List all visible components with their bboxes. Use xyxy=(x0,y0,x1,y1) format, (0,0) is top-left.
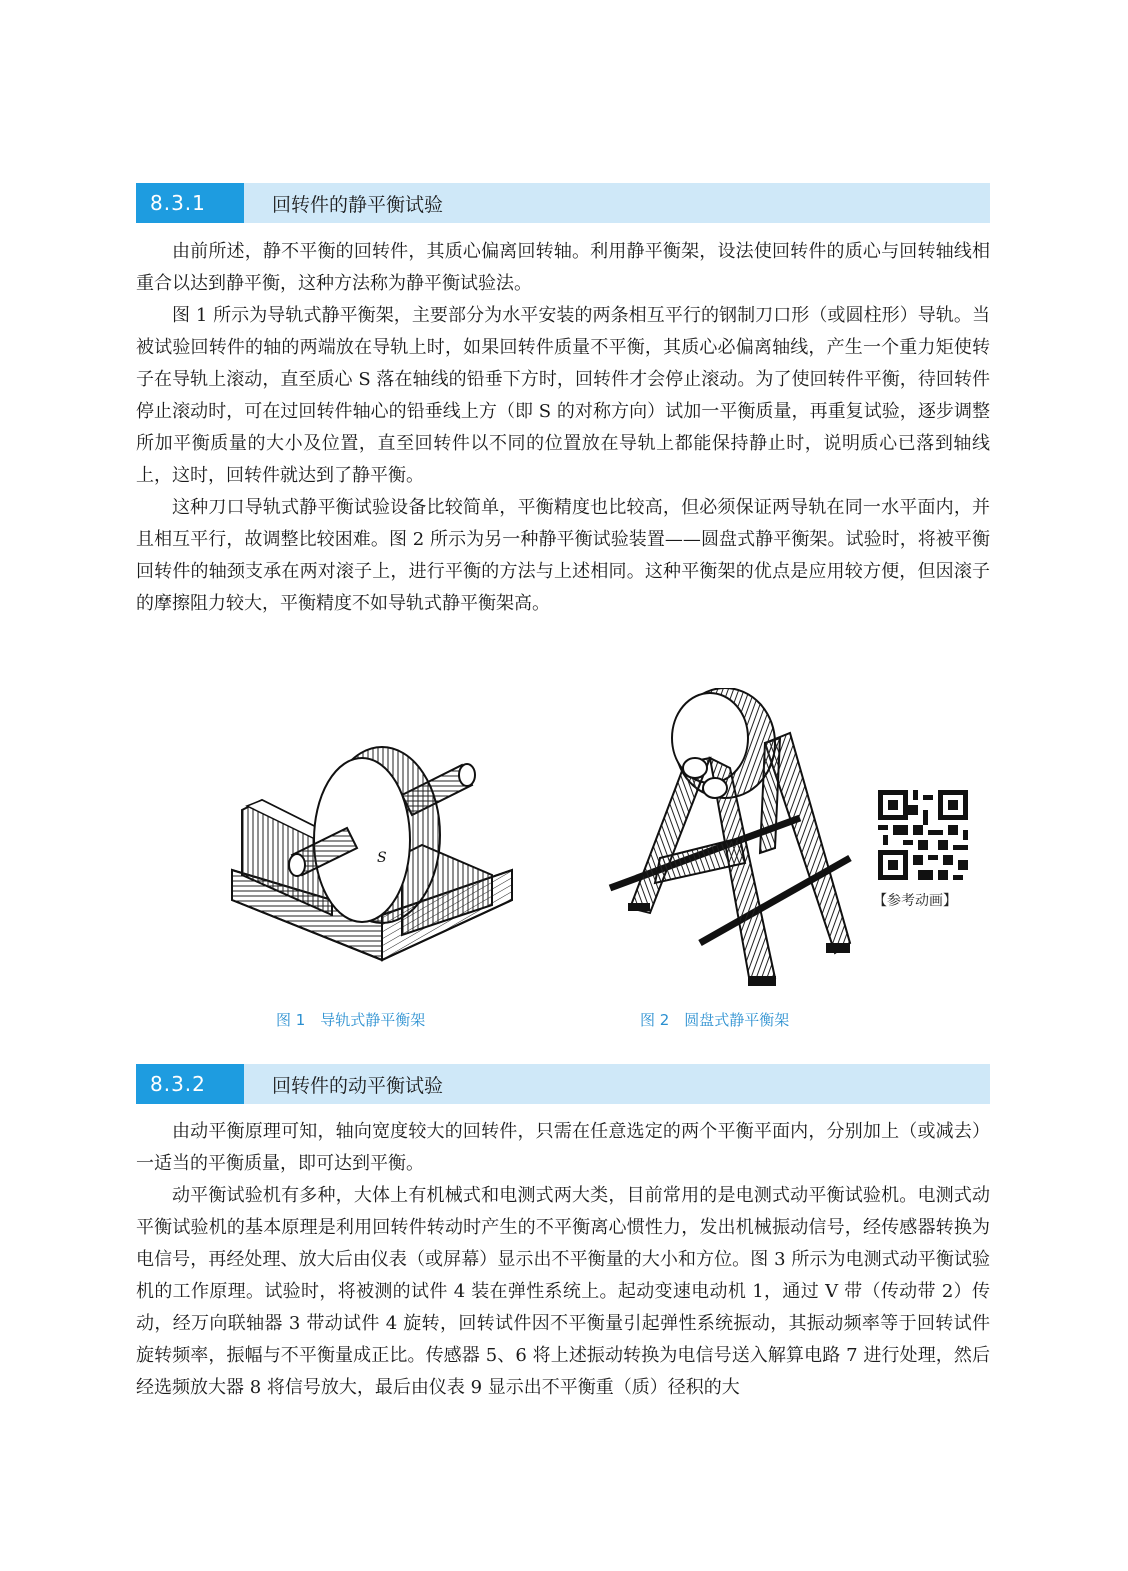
section1-body xyxy=(136,236,990,620)
section2-body xyxy=(136,1116,990,1404)
paragraph: 图 1 所示为导轨式静平衡架，主要部分为水平安装的两条相互平行的钢制刀口形（或圆柱形）导轨。当被试验回转件的轴的两端放在导轨上时，如果回转件质量不平衡，其质心必偏离轴线，产生一个重力矩使转子在导轨上滚动，直至质心 S 落在轴线的铅垂下方时，回转件才会停止滚动。为了使回转件平衡，待回转件停止滚动时，可在过回转件轴心的铅垂线上方（即 S 的对称方向）试加一平衡质量，再重复试验，逐步调整所加平衡质量的大小及位置，直至回转件以不同的位置放在导轨上都能保持静止时，说明质心已落到轴线上，这时，回转件就达到了静平衡。 xyxy=(136,305,990,486)
section-header-8-3-1 xyxy=(136,183,990,223)
paragraph: 这种刀口导轨式静平衡试验设备比较简单，平衡精度也比较高，但必须保证两导轨在同一水平面内，并且相互平行，故调整比较困难。图 2 所示为另一种静平衡试验装置——圆盘式静平衡架。试验时，将被平衡回转件的轴颈支承在两对滚子上，进行平衡的方法与上述相同。这种平衡架的优点是应用较方便，但因滚子的摩擦阻力较大，平衡精度不如导轨式静平衡架高。 xyxy=(136,497,990,614)
section-header-8-3-2 xyxy=(136,1064,990,1104)
section-number: 8.3.1 xyxy=(136,183,244,223)
section-title: 回转件的静平衡试验 xyxy=(272,193,444,216)
paragraph: 由前所述，静不平衡的回转件，其质心偏离回转轴。利用静平衡架，设法使回转件的质心与回转轴线相重合以达到静平衡，这种方法称为静平衡试验法。 xyxy=(136,241,990,294)
figure-2-disc-balancer xyxy=(600,688,860,998)
figure-1-rail-balancer xyxy=(222,740,522,1010)
qr-code[interactable] xyxy=(878,790,968,880)
figure-1-caption: 图 1 导轨式静平衡架 xyxy=(276,1011,426,1029)
paragraph: 动平衡试验机有多种，大体上有机械式和电测式两大类，目前常用的是电测式动平衡试验机。电测式动平衡试验机的基本原理是利用回转件转动时产生的不平衡离心惯性力，发出机械振动信号，经传感器转换为电信号，再经处理、放大后由仪表（或屏幕）显示出不平衡量的大小和方位。图 3 所示为电测式动平衡试验机的工作原理。试验时，将被测的试件 4 装在弹性系统上。起动变速电动机 1，通过 V 带（传动带 2）传动，经万向联轴器 3 带动试件 4 旋转，回转试件因不平衡量引起弹性系统振动，其振动频率等于回转试件旋转频率，振幅与不平衡量成正比。传感器 5、6 将上述振动转换为电信号送入解算电路 7 进行处理，然后经选频放大器 8 将信号放大，最后由仪表 9 显示出不平衡重（质）径积的大 xyxy=(136,1185,990,1398)
figure-2-caption: 图 2 圆盘式静平衡架 xyxy=(640,1011,790,1029)
qr-label: 【参考动画】 xyxy=(873,893,957,909)
mass-center-label: S xyxy=(377,850,387,866)
section-title: 回转件的动平衡试验 xyxy=(272,1074,444,1097)
paragraph: 由动平衡原理可知，轴向宽度较大的回转件，只需在任意选定的两个平衡平面内，分别加上（或减去）一适当的平衡质量，即可达到平衡。 xyxy=(136,1121,990,1174)
section-number: 8.3.2 xyxy=(136,1064,244,1104)
